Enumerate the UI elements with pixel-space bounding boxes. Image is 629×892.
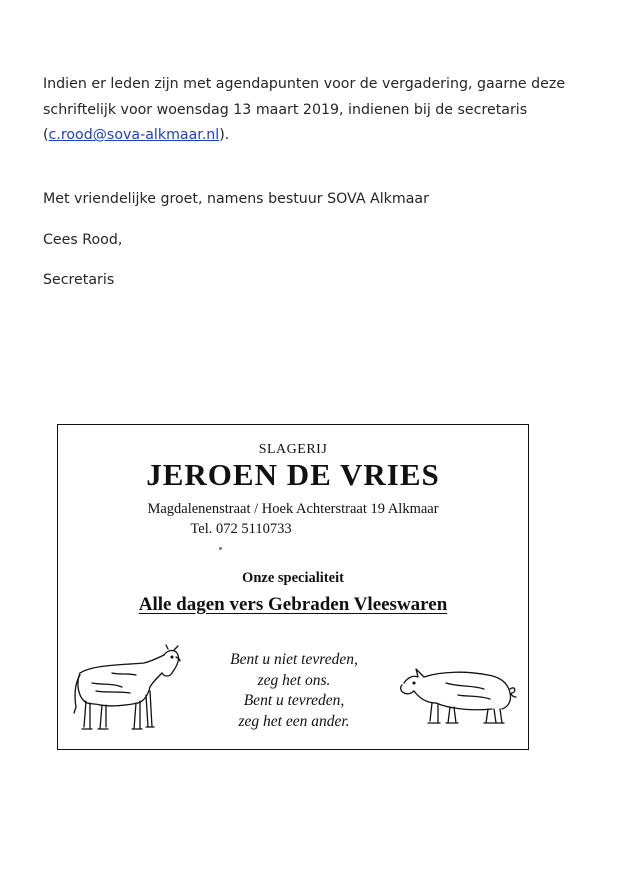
ad-headline: Alle dagen vers Gebraden Vleeswaren [138, 594, 448, 615]
closing-greeting: Met vriendelijke groet, namens bestuur SOVA Alkmaar [43, 191, 429, 207]
calf-illustration [72, 643, 184, 735]
pig-illustration [398, 665, 518, 727]
ad-address: Magdalenenstraat / Hoek Achterstraat 19 Alkmaar [147, 501, 439, 517]
agenda-paragraph [43, 72, 603, 149]
signer-name: Cees Rood, [43, 232, 123, 248]
slogan-line-1: Bent u niet tevreden, [230, 651, 358, 668]
slogan-line-4: zeg het een ander. [238, 712, 350, 730]
paragraph-line-1: Indien er leden zijn met agendapunten voor de vergadering, gaarne deze [43, 76, 566, 92]
email-close-paren: ). [219, 127, 230, 144]
slogan-line-2: zeg het ons. [257, 671, 331, 689]
ad-phone: Tel. 072 5110733 [190, 521, 292, 537]
butcher-advertisement [57, 424, 529, 750]
print-speck [219, 547, 222, 550]
signer-role: Secretaris [43, 272, 115, 288]
secretary-email-link[interactable]: c.rood@sova-alkmaar.nl [48, 127, 220, 144]
email-open-paren: ( [43, 127, 49, 144]
ad-slogan [206, 650, 382, 732]
paragraph-line-2: schriftelijk voor woensdag 13 maart 2019, indienen bij de secretaris [43, 101, 528, 118]
ad-specialty-label: Onze specialiteit [242, 570, 344, 586]
ad-business-name: JEROEN DE VRIES [146, 457, 440, 492]
slogan-line-3: Bent u tevreden, [243, 692, 345, 709]
ad-kicker: SLAGERIJ [258, 442, 328, 457]
letter-body [43, 72, 603, 149]
